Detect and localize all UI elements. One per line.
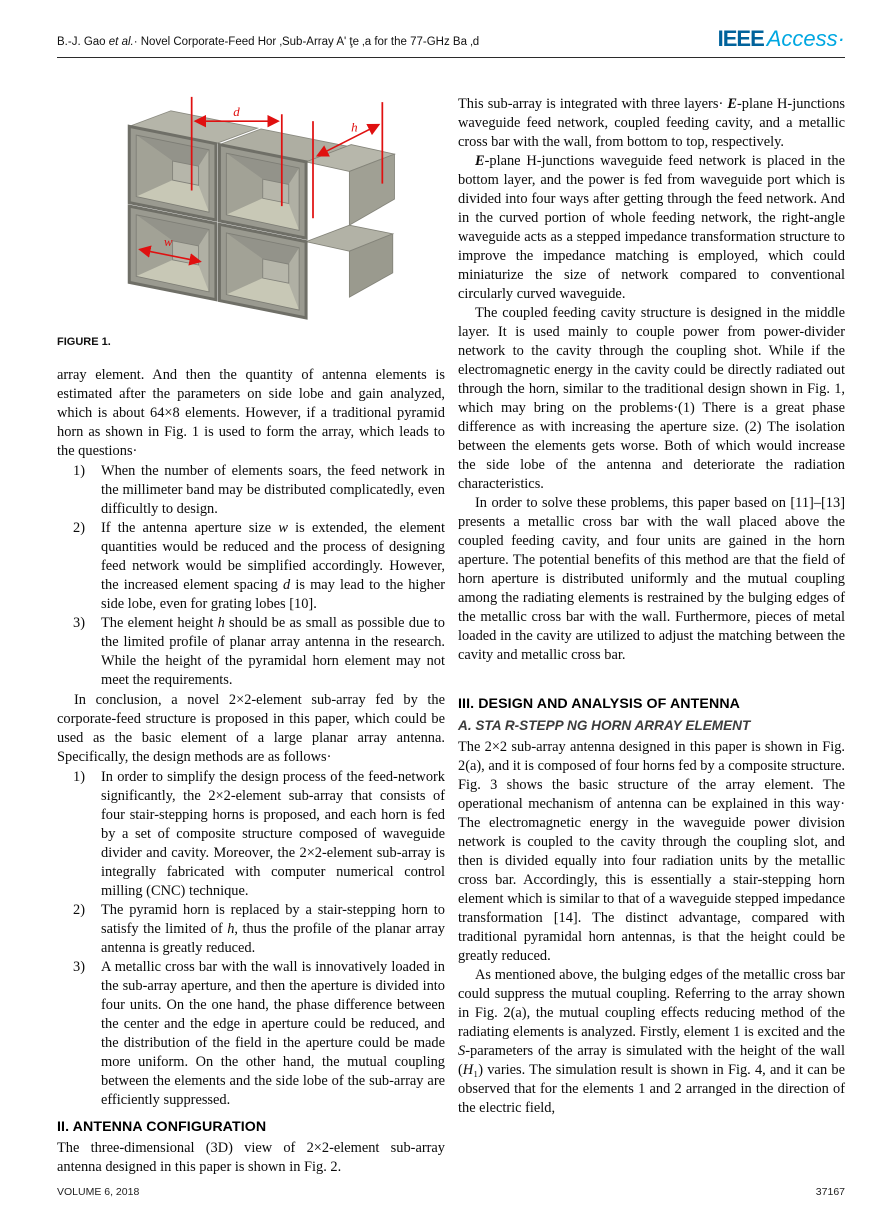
horn-top-right [219,145,306,239]
page-footer [57,1186,845,1198]
logo-ieee-text: IEEE [717,26,764,51]
list-item-number: 1) [73,463,85,479]
figure-1-caption: FIGURE 1. [57,336,111,348]
dimension-label-w: w [163,233,173,249]
list-item [57,614,445,690]
list-item-number: 3) [73,615,85,631]
list-item-text: When the number of elements soars, the feed network in the millimeter band may be distributed complicatedly, even difficultly to design. [101,463,445,517]
left-paragraph-1: array element. And then the quantity of antenna elements is estimated after the parameters on side lobe and gain analyzed, which is about 64×8 elements. However, if a traditional pyramid horn as shown in Fig. 1 is used to form the array, which leads to the questions· [57,367,445,459]
list-item-text: If the antenna aperture size w is extended, the element quantities would be reduced and the process of designing feed network would be simplified accordingly. However, the increased element spacing d is may lead to the higher side lobe, even for grating lobes [10]. [101,520,445,612]
figure-1-image [105,95,417,325]
horn-top-left [129,126,216,220]
list-item-number: 3) [73,959,85,975]
ieee-access-logo [718,28,845,50]
left-paragraph-3: The three-dimensional (3D) view of 2×2-element sub-array antenna designed in this paper is shown in Fig. 2. [57,1140,445,1175]
design-methods-list [57,768,445,1110]
right-paragraph-1: This sub-array is integrated with three layers· E-plane H-junctions waveguide feed network, coupled feeding cavity, and a metallic cross bar with the wall, from bottom to top, respectively. [458,96,845,150]
right-paragraph-3: The coupled feeding cavity structure is designed in the middle layer. It is used mainly to couple power from power-divider network to the cavity through the coupling shot. While if the electromagnetic energy in the cavity could be directly radiated out through the horn, similar to the traditional design shown in Fig. 1, which may bring on the problems·(1) There is a great phase difference as with increasing the aperture size. (2) The isolation between the elements gets worse. Both of which would increase the side lobe of the antenna and deteriorate the radiation characteristics. [458,305,845,492]
left-column [57,95,445,1177]
list-item [57,901,445,958]
horn-bottom-left [129,206,216,300]
section-heading-antenna-configuration: II. ANTENNA CONFIGURATION [57,1119,267,1135]
header-rule [57,57,845,58]
logo-access-text: Access· [766,26,845,51]
subsection-heading-stair-stepping: A. STA R-STEPP NG HORN ARRAY ELEMENT [458,718,751,733]
list-item-text: A metallic cross bar with the wall is innovatively loaded in the sub-array aperture, and then the aperture is divided into four units. On the one hand, the phase difference between the center and the edge in aperture could be reduced, and the distribution of the field in the aperture could be made more uniform. On the other hand, the mutual coupling between the elements and the side lobe of the sub-array are efficiently suppressed. [101,959,445,1108]
stepped-waveguide-bodies [306,145,394,298]
list-item [57,768,445,901]
right-paragraph-4: In order to solve these problems, this paper based on [11]–[13] presents a metallic cross bar with the wall placed above the coupled feeding cavity, and four units are gained in the horn aperture. The potential benefits of this method are that the field of horn aperture is distributed uniformly and the mutual coupling among the radiating elements is restrained by the bulging edges of the metallic cross bar with the wall. Furthermore, pieces of metal loaded in the cavity are utilized to adjust the matching between the cavity and metallic cross bar. [458,495,845,663]
list-item-text: In order to simplify the design process of the feed-network significantly, the 2×2-element sub-array that consists of four stair-stepping horns is proposed, and each horn is fed by a set of composite structure composed of waveguide divider and cavity. Moreover, the 2×2-element sub-array is integrally fabricated with computer numerical control milling (CNC) technique. [101,769,445,899]
list-item-number: 2) [73,902,85,918]
list-item-number: 2) [73,520,85,536]
footer-page-number: 37167 [815,1186,845,1198]
section-heading-design-analysis: III. DESIGN AND ANALYSIS OF ANTENNA [458,696,741,712]
right-paragraph-6: As mentioned above, the bulging edges of the metallic cross bar could suppress the mutual coupling. Referring to the array shown in Fig. 2(a), the mutual coupling effects reducing method of the radiating elements is analyzed. Firstly, element 1 is excited and the S-parameters of the array is simulated with the height of the wall (H₁) varies. The simulation result is shown in Fig. 4, and it can be observed that for the elements 1 and 2 arranged in the direction of the electric field, [458,967,845,1116]
list-item [57,519,445,614]
dimension-label-d: d [233,103,240,119]
figure-1 [105,95,445,325]
dimension-label-h: h [351,119,358,135]
footer-volume: VOLUME 6, 2018 [57,1186,140,1198]
list-item [57,462,445,519]
right-paragraph-2: E-plane H-junctions waveguide feed network is placed in the bottom layer, and the power is fed from waveguide port which is divided into four ways after getting through the feed network. And in the curved portion of whole feeding network, the right-angle waveguide acts as a stepped impedance transformation structure to improve the impedance matching is employed, which could miniaturize the size of network compared to conventional circularly curved waveguide. [458,153,845,302]
left-paragraph-2: In conclusion, a novel 2×2-element sub-array fed by the corporate-feed structure is proposed in this paper, which could be used as the basic element of a large planar array antenna. Specifically, the design methods are as follows· [57,692,445,765]
right-column [458,95,845,1118]
list-item-text: The element height h should be as small as possible due to the limited profile of planar array antenna in the research. While the height of the pyramidal horn element may not meet the requirements. [101,615,445,688]
list-item-text: The pyramid horn is replaced by a stair-stepping horn to satisfy the limited of h, thus the profile of the planar array antenna is greatly reduced. [101,902,445,956]
questions-list [57,462,445,690]
running-head: B.-J. Gao et al.· Novel Corporate-Feed Hor ‚Sub-Array A' ţe ‚a for the 77-GHz Ba ‚d [57,36,480,48]
horn-bottom-right [219,224,306,318]
list-item-number: 1) [73,769,85,785]
list-item [57,958,445,1110]
right-paragraph-5: The 2×2 sub-array antenna designed in this paper is shown in Fig. 2(a), and it is composed of four horns fed by a composite structure. Fig. 3 shows the basic structure of the array element. The operational mechanism of antenna can be explained in this way· The electromagnetic energy in the waveguide power division network is coupled to the cavity through the coupling slot, and then is divided equally into four radiation units by the metallic cross bar. Accordingly, this is essentially a stair-stepping horn element which is similar to that of a waveguide stepped impedance transformation [14]. The distinct advantage, compared with traditional pyramidal horn antennas, is that the height could be greatly reduced. [458,739,845,964]
